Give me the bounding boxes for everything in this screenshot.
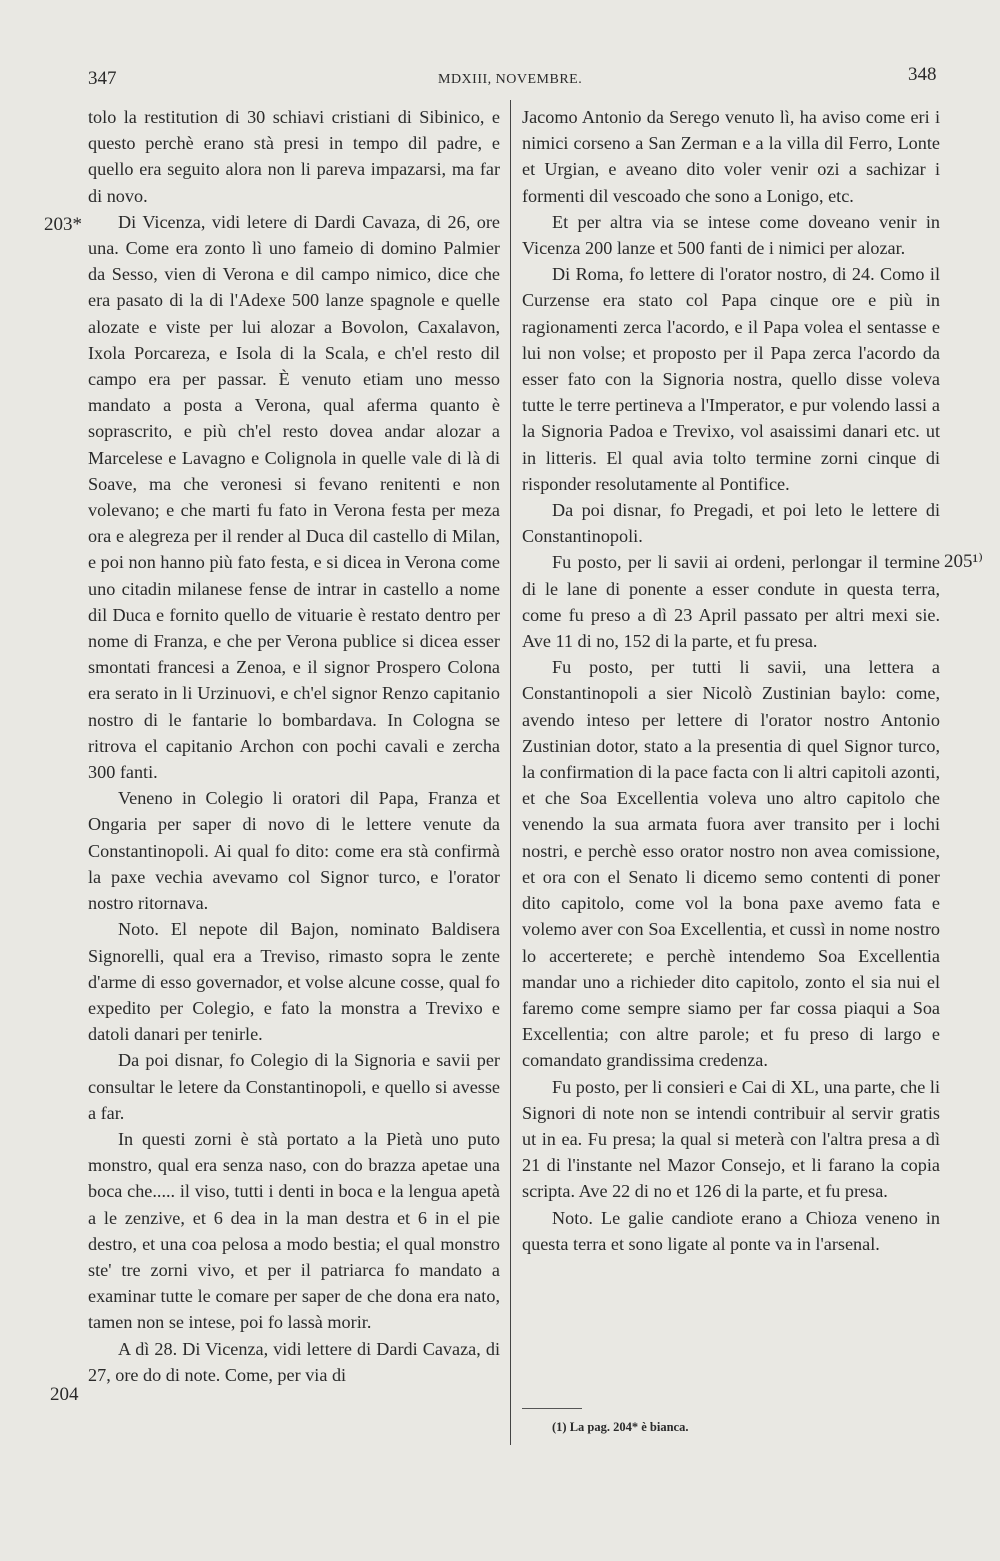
paragraph: In questi zorni è stà portato a la Pietà uno puto monstro, qual era senza naso, con do brazza apetae una boca che..... il viso, tutti i denti in boca e la lengua apetà a le zenzive, et 6 dea in la man destra et 6 in el pie destro, et una coa pelosa a modo bestia; el qual monstro ste' tre zorni vivo, et per il patriarca fo mandato a examinar tutte le comare per saper de che dona era nato, tamen non se intese, poi fo lassà morir. <box>88 1128 500 1333</box>
footnote: (1) La pag. 204* è bianca. <box>552 1420 689 1434</box>
margin-number-203: 203* <box>44 214 82 235</box>
paragraph: Jacomo Antonio da Serego venuto lì, ha aviso come eri i nimici corseno a San Zerman e a la villa dil Ferro, Lonte et Urgian, e aveano dito voler venir ozi a sachizar i formenti dil vescoado che sono a Lonigo, etc. <box>522 107 940 206</box>
column-divider <box>510 100 511 1445</box>
paragraph: Di Roma, fo lettere di l'orator nostro, di 24. Como il Curzense era stato col Papa cinque ore e più in ragionamenti zerca l'acordo, e il Papa volea el sentasse e lui non volse; et proposto per il Papa zerca l'acordo da esser fato con la Signoria nostra, quello disse voleva tutte le terre pertineva a l'Imperator, e pur volendo lassi a la Signoria Padoa e Trevixo, vol asaissimi danari etc. ut in litteris. El qual avia tolto termine zorni cinque di risponder resolutamente al Pontifice. <box>522 264 940 494</box>
paragraph: Fu posto, per li savii ai ordeni, perlongar il termine di le lane di ponente a esser condute in questa terra, come fu preso a dì 23 April passato per altri mexi sie. Ave 11 di no, 152 di la parte, et fu presa. <box>522 552 940 652</box>
paragraph: tolo la restitution di 30 schiavi cristiani di Sibinico, e questo perchè erano stà presi in tempo dil padre, e quello era seguito alora non li pareva impazarsi, ma far di novo. <box>88 107 500 206</box>
paragraph: Fu posto, per li consieri e Cai di XL, una parte, che li Signori di note non se intendi contribuir al servir gratis ut in ea. Fu presa; la qual si meterà con l'altra presa a dì 21 di l'instante nel Mazor Consejo, et li farano la copia scripta. Ave 22 di no et 126 di la parte, et fu presa. <box>522 1076 940 1202</box>
right-column <box>522 104 940 1257</box>
footnote-rule <box>522 1408 582 1409</box>
paragraph: Noto. Le galie candiote erano a Chioza veneno in questa terra et sono ligate al ponte va in l'arsenal. <box>522 1207 940 1254</box>
page-number-right: 348 <box>908 64 937 85</box>
paragraph: A dì 28. Di Vicenza, vidi lettere di Dardi Cavaza, di 27, ore do di note. Come, per via di <box>88 1338 500 1385</box>
margin-number-205: 205¹⁾ <box>944 551 983 572</box>
paragraph: Di Vicenza, vidi letere di Dardi Cavaza, di 26, ore una. Come era zonto lì uno fameio di domino Palmier da Sesso, vien di Verona e dil campo nimico, dice che era pasato di la di l'Adexe 500 lanze spagnole e quelle alozate e viste per lui alozar a Bovolon, Caxalavon, Ixola Porcareza, e Isola di la Scala, e ch'el resto dil campo era per passar. È venuto etiam uno messo mandato a posta a Verona, qual aferma quanto è soprascrito, e più ch'el resto dovea andar alozar a Marcelese e Lavagno e Colignola in quelle vale di là di Soave, ma che veronesi si fevano renitenti e non volevano; e che marti fu fato in Verona festa per meza ora e alegreza per il render al Duca dil castello di Milan, e poi non hanno più fato festa, e si dicea in Verona come uno citadin milanese fense de intrar in castello a nome dil Duca e fornito quello de vituarie è restato dentro per nome di Franza, e che per Verona publice si dicea esser smontati francesi a Zenoa, e il signor Prospero Colona era serato in li Urzinuovi, e ch'el signor Renzo capitanio nostro di le fantarie lo bombardava. In Cologna se ritrova el capitanio Archon con pochi cavali e zercha 300 fanti. <box>88 211 500 783</box>
paragraph: Da poi disnar, fo Colegio di la Signoria e savii per consultar le letere da Constantinopoli, e quello si avesse a far. <box>88 1050 500 1123</box>
paragraph: Et per altra via se intese come doveano venir in Vicenza 200 lanze et 500 fanti de i nimici per alozar. <box>522 211 940 259</box>
paragraph: Noto. El nepote dil Bajon, nominato Baldisera Signorelli, qual era a Treviso, rimasto sopra le zente d'arme di esso governador, et volse alcune cosse, qual fo expedito per Colegio, e fato la monstra a Trevixo e datoli danari per tenirle. <box>88 919 500 1045</box>
running-header <box>0 62 1000 92</box>
left-column <box>88 104 500 1388</box>
paragraph: Veneno in Colegio li oratori dil Papa, Franza et Ongaria per saper di novo di le lettere venute da Constantinopoli. Ai qual fo dito: come era stà confirmà la paxe vechia avevamo col Signor turco, e l'orator nostro ritornava. <box>88 788 500 914</box>
paragraph: Fu posto, per tutti li savii, una lettera a Constantinopoli a sier Nicolò Zustinian baylo: come, avendo inteso per lettere di l'orator nostro Antonio Zustinian dotor, stato a la presentia di quel Signor turco, la confirmation di la pace facta con li altri capitoli azonti, et che Soa Excellentia voleva uno altro capitolo che venendo la sua armata fuora aver transito per i lochi nostri, e perchè esso orator nostro non avea comissione, et ora con el Senato li dicemo semo contenti di poner dito capitolo, come vol la bona paxe avemo fata e volemo aver con Soa Excellentia, et cussì in nome nostro lo accerterete; e perchè intendemo Soa Excellentia mandar uno a richieder dito capitolo, zonto el sia nui el faremo come sempre siamo per far cossa piaqui a Soa Excellentia; con altre parole; et fu preso di largo e comandato grandissima credenza. <box>522 657 940 1071</box>
running-title: MDXIII, NOVEMBRE. <box>438 72 583 87</box>
page-number-left: 347 <box>88 68 117 89</box>
margin-number-204: 204 <box>50 1384 79 1405</box>
paragraph: Da poi disnar, fo Pregadi, et poi leto le lettere di Constantinopoli. <box>522 500 940 547</box>
